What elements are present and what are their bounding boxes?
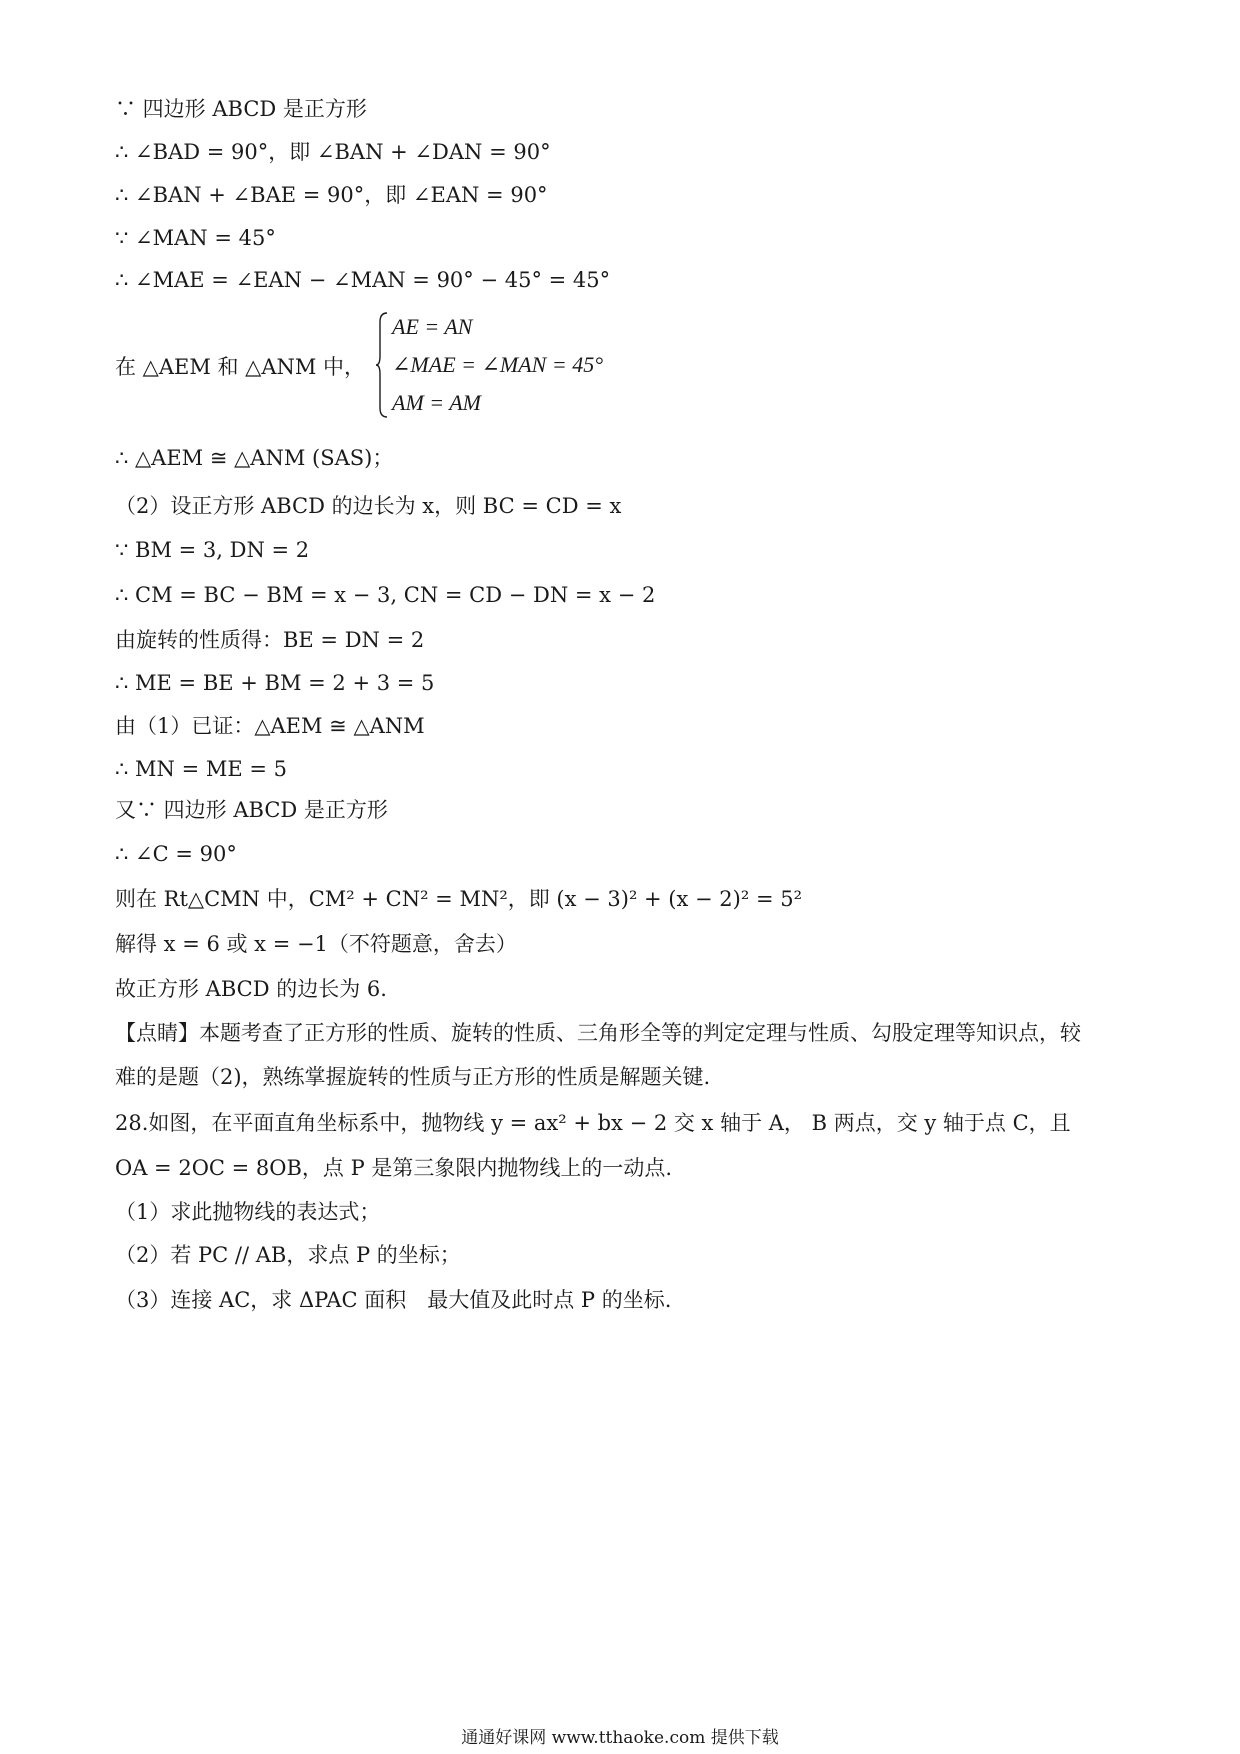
line-10: ∴ CM = BC − BM = x − 3, CN = CD − DN = x − 2 — [115, 583, 656, 607]
line-1: ∵ 四边形 ABCD 是正方形 — [115, 97, 367, 121]
line-7: ∴ △AEM ≅ △ANM (SAS)； — [115, 446, 394, 470]
line-3: ∴ ∠BAN + ∠BAE = 90°，即 ∠EAN = 90° — [115, 183, 548, 207]
line-22: 28.如图，在平面直角坐标系中，抛物线 y = ax² + bx − 2 交 x 轴于 A， B 两点，交 y 轴于点 C，且 — [115, 1111, 1071, 1135]
page-footer: 通通好课网 www.tthaoke.com 提供下载 — [461, 1728, 779, 1748]
line-14: ∴ MN = ME = 5 — [115, 757, 287, 781]
line-20: 【点睛】本题考查了正方形的性质、旋转的性质、三角形全等的判定定理与性质、勾股定理等知识点，较 — [115, 1021, 1081, 1045]
line-17: 则在 Rt△CMN 中，CM² + CN² = MN²，即 (x − 3)² + (x − 2)² = 5² — [115, 887, 802, 911]
line-13: 由（1）已证：△AEM ≅ △ANM — [115, 714, 425, 738]
line-5: ∴ ∠MAE = ∠EAN − ∠MAN = 90° − 45° = 45° — [115, 268, 611, 292]
system-brace — [376, 312, 388, 418]
line-26: （3）连接 AC，求 ΔPAC 面积 最大值及此时点 P 的坐标. — [115, 1288, 672, 1312]
line-11: 由旋转的性质得：BE = DN = 2 — [115, 628, 425, 652]
line-6: 在 △AEM 和 △ANM 中， — [115, 355, 366, 379]
system-row-1: AE = AN — [392, 314, 473, 339]
line-2: ∴ ∠BAD = 90°，即 ∠BAN + ∠DAN = 90° — [115, 140, 551, 164]
system-row-3: AM = AM — [392, 390, 481, 415]
line-12: ∴ ME = BE + BM = 2 + 3 = 5 — [115, 671, 435, 695]
line-8: （2）设正方形 ABCD 的边长为 x，则 BC = CD = x — [115, 494, 622, 518]
line-18: 解得 x = 6 或 x = −1（不符题意，舍去） — [115, 932, 517, 956]
line-24: （1）求此抛物线的表达式； — [115, 1200, 381, 1224]
line-25: （2）若 PC // AB，求点 P 的坐标； — [115, 1243, 461, 1267]
system-row-2: ∠MAE = ∠MAN = 45° — [392, 352, 603, 377]
line-21: 难的是题（2)，熟练掌握旋转的性质与正方形的性质是解题关键. — [115, 1065, 711, 1089]
line-15: 又∵ 四边形 ABCD 是正方形 — [115, 798, 388, 822]
line-19: 故正方形 ABCD 的边长为 6. — [115, 977, 387, 1001]
line-4: ∵ ∠MAN = 45° — [115, 226, 276, 250]
line-9: ∵ BM = 3, DN = 2 — [115, 538, 310, 562]
line-23: OA = 2OC = 8OB，点 P 是第三象限内抛物线上的一动点. — [115, 1156, 673, 1180]
line-16: ∴ ∠C = 90° — [115, 842, 237, 866]
